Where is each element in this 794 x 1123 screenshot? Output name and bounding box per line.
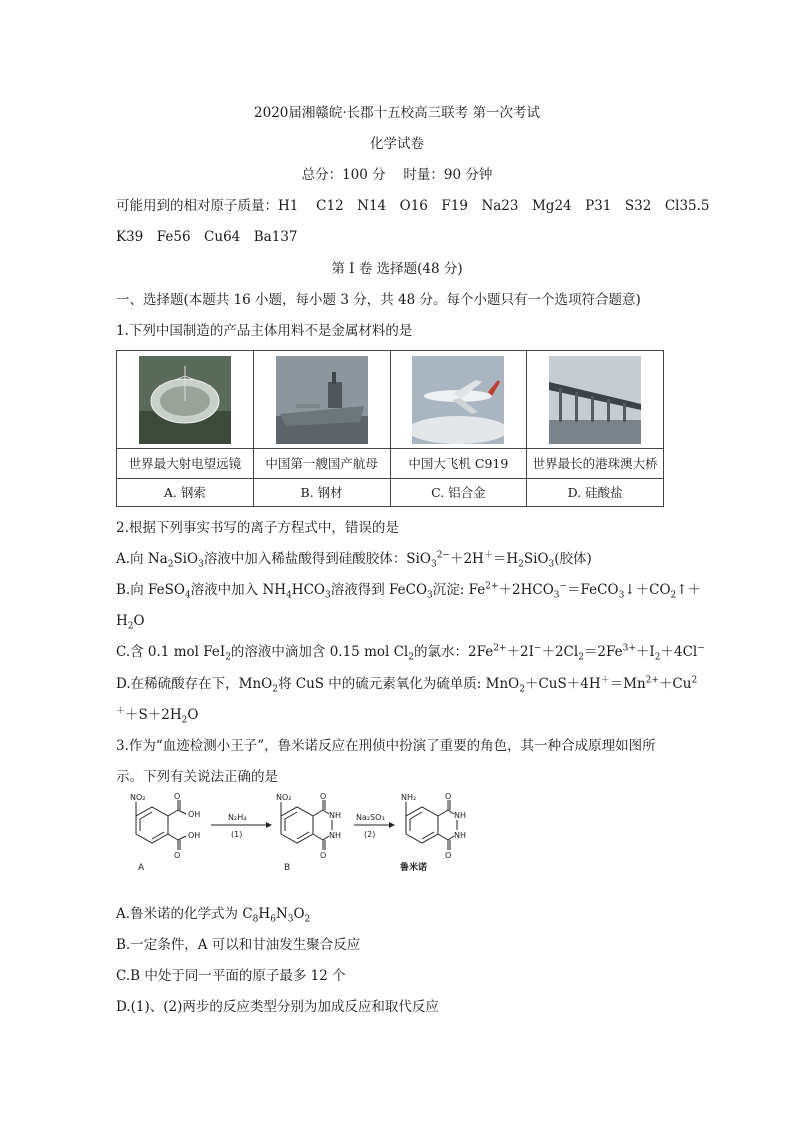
q1-caption-1: 世界最大射电望远镜 <box>117 449 254 478</box>
q3-option-d: D.(1)、(2)两步的反应类型分别为加成反应和取代反应 <box>116 999 439 1015</box>
b-no2-label: NO₂ <box>276 793 292 802</box>
q1-caption-3: 中国大飞机 C919 <box>390 449 527 478</box>
luminol-label: 鲁米诺 <box>400 863 428 873</box>
b-nh-label-1: NH <box>329 811 341 820</box>
q3-option-b: B.一定条件，A 可以和甘油发生聚合反应 <box>116 937 361 953</box>
exam-subject: 化学试卷 <box>370 136 424 152</box>
bridge-image <box>549 356 641 444</box>
q1-cell-bridge <box>527 351 664 449</box>
q3-stem-line2: 示。下列有关说法正确的是 <box>116 769 278 785</box>
q2-option-c: C.含 0.1 mol FeI$_2$的溶液中滴加含 0.15 mol $Cl_2$的氯水：$2Fe^{2+}+2I^-+2Cl_2=2Fe^{3+}+I_2+4Cl^-$ <box>116 643 705 663</box>
q1-cell-carrier <box>253 351 390 449</box>
section-instruction: 一、选择题(本题共 16 小题，每小题 3 分，共 48 分。每个小题只有一个选项符合题意) <box>116 292 641 308</box>
q1-option-c: C. 铝合金 <box>390 478 527 506</box>
q3-stem-line1: 3.作为“血迹检测小王子”，鲁米诺反应在刑侦中扮演了重要的角色，其一种合成原理如图所 <box>116 738 656 754</box>
q1-caption-4: 世界最长的港珠澳大桥 <box>527 449 664 478</box>
molecule-b <box>281 800 332 850</box>
q1-cell-airplane <box>390 351 527 449</box>
luminol-o-label-1: O <box>445 792 452 801</box>
luminol-nh-label-2: NH <box>454 831 466 840</box>
q1-caption-2: 中国第一艘国产航母 <box>253 449 390 478</box>
a-no2-label: NO₂ <box>130 793 146 802</box>
a-o-label-2: O <box>174 851 181 860</box>
a-o-label-1: O <box>174 792 181 801</box>
q3-option-c: C.B 中处于同一平面的原子最多 12 个 <box>116 968 346 984</box>
atomic-masses-line1: 可能用到的相对原子质量：H1 C12 N14 O16 F19 Na23 Mg24 P31 S32 Cl35.5 <box>116 198 710 214</box>
airplane-c919-image <box>412 356 504 444</box>
luminol-nh2-label: NH₂ <box>401 793 417 802</box>
arrow-2-head <box>389 822 395 828</box>
q1-stem: 1.下列中国制造的产品主体用料不是金属材料的是 <box>116 323 413 339</box>
molecule-a <box>136 800 186 850</box>
q1-option-b: B. 钢材 <box>253 478 390 506</box>
q2-option-d: D.在稀硫酸存在下，MnO$_2$将 CuS 中的硫元素氧化为硫单质: $MnO_2+CuS+4H^+=Mn^{2+}+Cu^2$ <box>116 675 698 695</box>
radio-telescope-image <box>139 356 231 444</box>
q1-image-table <box>116 350 664 507</box>
luminol-o-label-2: O <box>445 851 452 860</box>
a-label: A <box>138 863 145 873</box>
step-1: (1) <box>231 830 243 839</box>
q1-option-a: A. 钢索 <box>117 478 254 506</box>
exam-title: 2020届湘赣皖·长郡十五校高三联考 第一次考试 <box>254 105 540 121</box>
q1-cell-telescope <box>117 351 254 449</box>
b-nh-label-2: NH <box>329 831 341 840</box>
b-o-label-1: O <box>320 792 327 801</box>
a-oh-label-1: OH <box>188 810 201 819</box>
section-title: 第 I 卷 选择题(48 分) <box>331 261 463 277</box>
atomic-masses-line2: K39 Fe56 Cu64 Ba137 <box>116 229 298 245</box>
b-label: B <box>284 863 291 873</box>
q2-option-d-cont: $^++S+2H_2O$ <box>116 706 199 726</box>
q2-stem: 2.根据下列事实书写的离子方程式中，错误的是 <box>116 520 399 536</box>
molecule-luminol <box>406 800 457 850</box>
reagent-2: Na₂SO₃ <box>356 813 385 822</box>
luminol-synthesis-diagram <box>116 790 496 890</box>
luminol-nh-label-1: NH <box>454 811 466 820</box>
arrow-1-head <box>266 822 272 828</box>
exam-time-info: 总分：100 分 时量：90 分钟 <box>301 167 493 183</box>
q2-option-b: B.向 FeSO$_4$溶液中加入 $NH_4HCO_3$溶液得到 FeCO$_3$沉淀: $Fe^{2+}+2HCO_3^-=FeCO_3↓+CO_2↑+$ <box>116 581 702 601</box>
reagent-1: N₂H₄ <box>228 813 247 822</box>
q1-option-d: D. 硅酸盐 <box>527 478 664 506</box>
aircraft-carrier-image <box>276 356 368 444</box>
q3-option-a: A.鲁米诺的化学式为 $C_8H_6N_3O_2$ <box>116 906 311 925</box>
q2-option-a: A.向 $Na_2SiO_3$溶液中加入稀盐酸得到硅酸胶体：$SiO_3^{2-}+2H^+=H_2SiO_3$(胶体) <box>116 550 592 570</box>
step-2: (2) <box>364 830 376 839</box>
b-o-label-2: O <box>320 851 327 860</box>
a-oh-label-2: OH <box>188 831 201 840</box>
q2-option-b-cont: $H_2O$ <box>116 613 145 632</box>
